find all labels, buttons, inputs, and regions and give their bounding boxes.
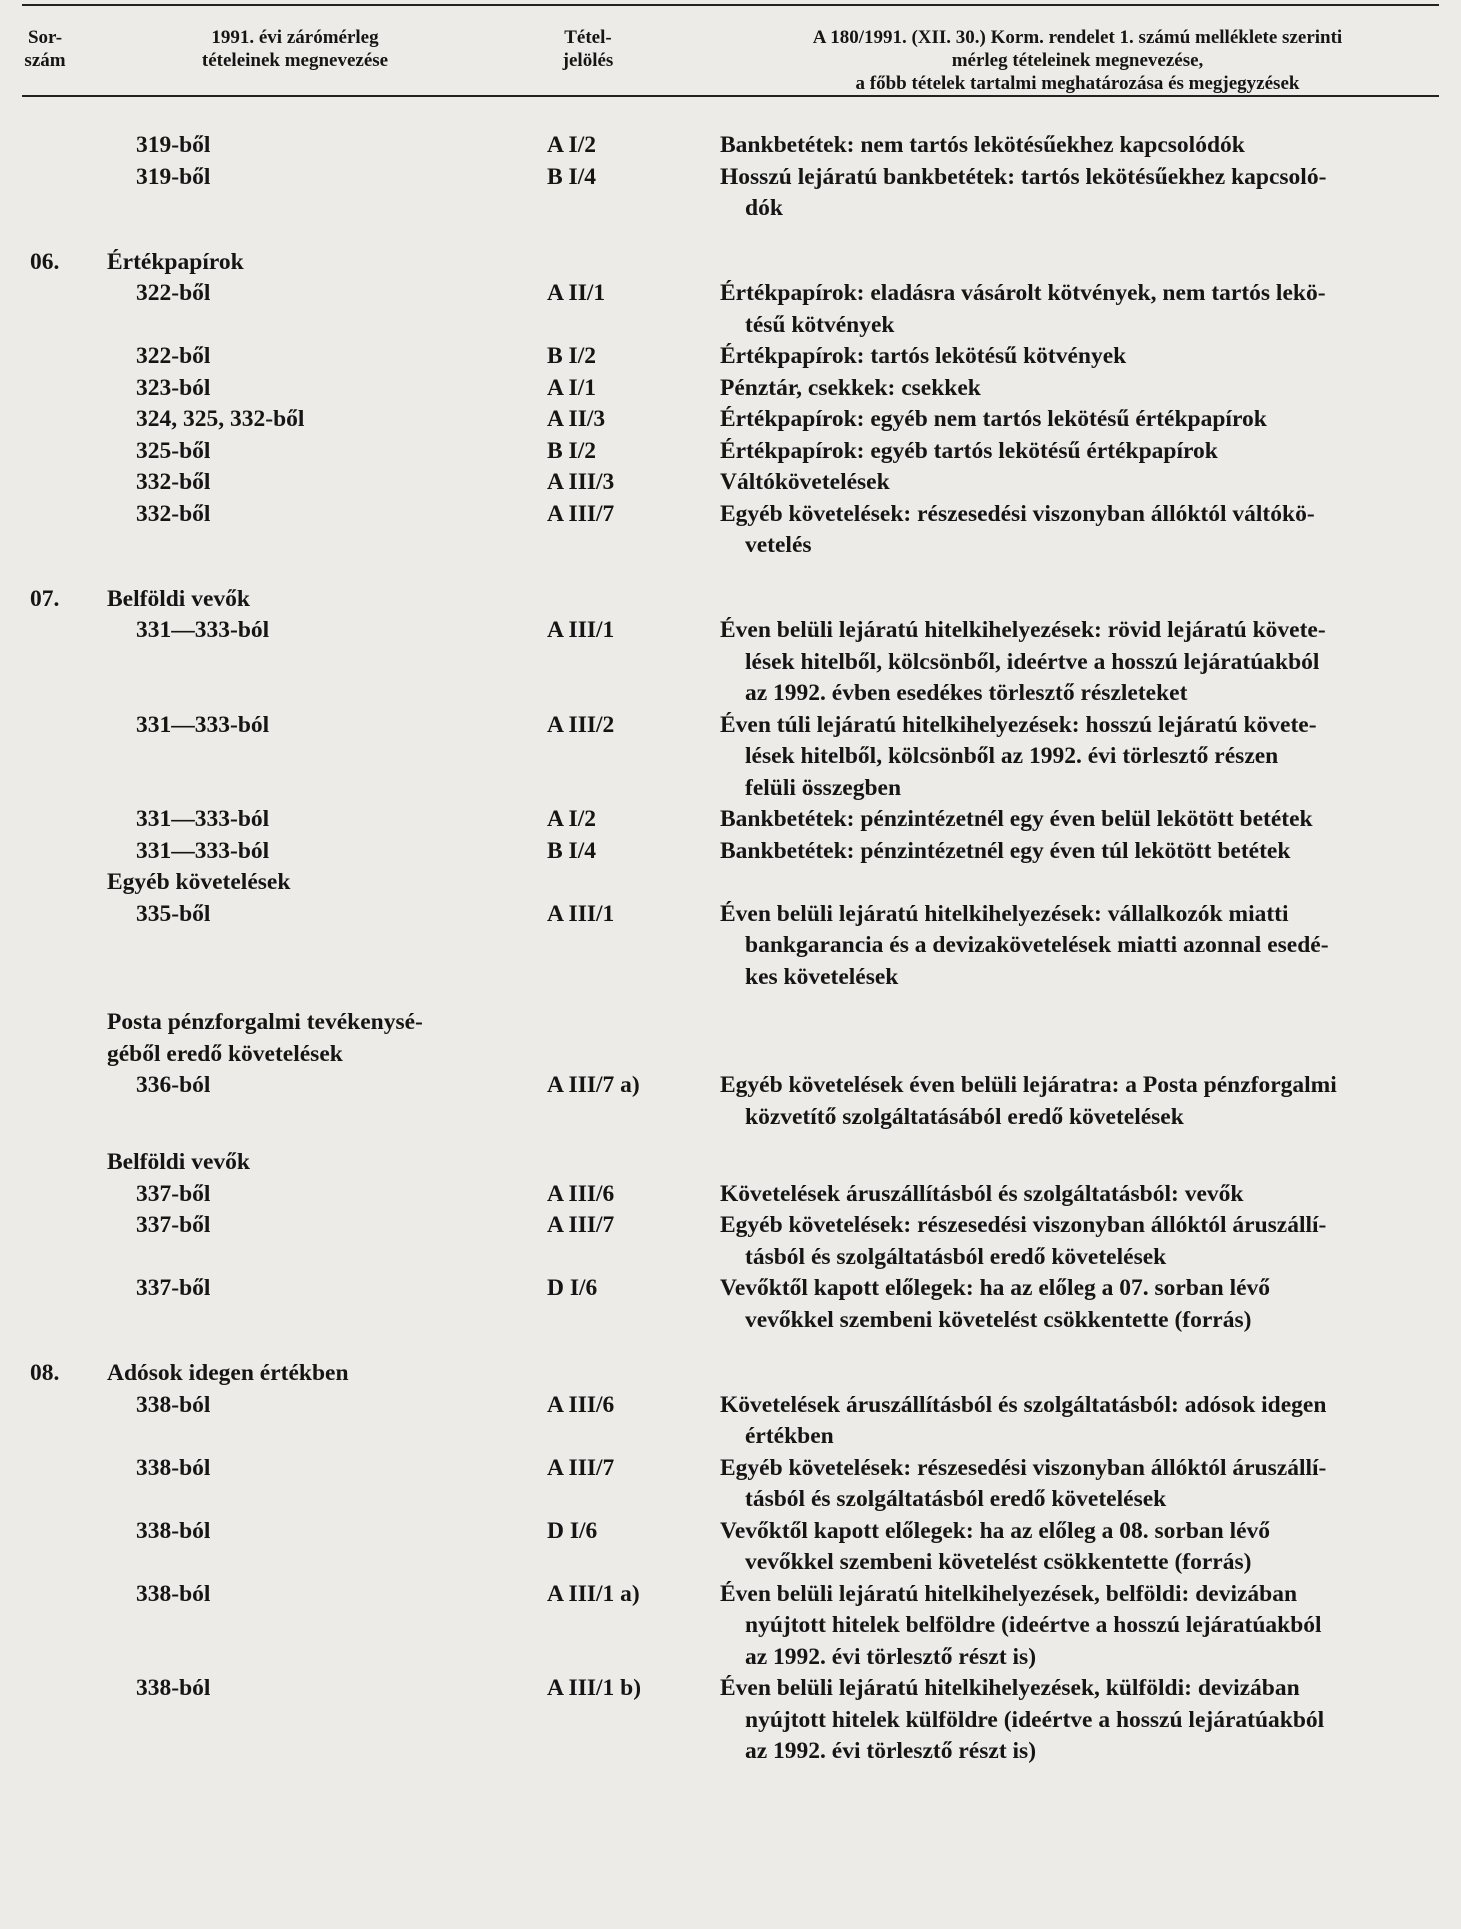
section-label-line: Egyéb követelések — [107, 869, 291, 895]
description-line: Egyéb követelések: részesedési viszonyban állóktól váltókö- — [720, 500, 1315, 527]
item-description — [720, 162, 1432, 225]
description-line: Értékpapírok: eladásra vásárolt kötvények, nem tartós lekö- — [720, 280, 1326, 306]
account-source: 337-ből — [136, 1275, 211, 1301]
description-line: Követelések áruszállításból és szolgáltatásból: vevők — [720, 1180, 1244, 1207]
row-number: 08. — [30, 1360, 60, 1386]
section-row — [0, 867, 1461, 899]
row-number: 07. — [30, 585, 60, 612]
item-description — [720, 1273, 1432, 1336]
table-row — [0, 341, 1461, 373]
description-line: Bankbetétek: pénzintézetnél egy éven túl lekötött betétek — [720, 837, 1291, 864]
description-line: Egyéb követelések: részesedési viszonyban állóktól áruszállí- — [720, 1212, 1327, 1238]
item-description — [720, 130, 1432, 162]
description-line: Bankbetétek: nem tartós lekötésűekhez kapcsolódók — [720, 132, 1245, 158]
item-code: D I/6 — [547, 1517, 598, 1544]
table-row — [0, 373, 1461, 405]
description-line: az 1992. évben esedékes törlesztő részleteket — [745, 680, 1188, 706]
item-code: A I/1 — [547, 374, 596, 401]
account-source: 337-ből — [136, 1180, 211, 1207]
row-spacer — [0, 225, 1461, 247]
item-description — [720, 1210, 1432, 1273]
section-row — [0, 584, 1461, 616]
table-row — [0, 1453, 1461, 1516]
item-code: A III/7 — [547, 1454, 615, 1481]
item-description — [720, 278, 1432, 341]
description-line: Bankbetétek: pénzintézetnél egy éven belül lekötött betétek — [720, 806, 1313, 832]
account-source: 332-ből — [136, 500, 211, 527]
section-label-line: Adósok idegen értékben — [107, 1360, 349, 1386]
item-code: A I/2 — [547, 132, 596, 158]
item-code: A II/1 — [547, 280, 606, 306]
section-row — [0, 247, 1461, 279]
description-line: tásból és szolgáltatásból eredő követelések — [745, 1243, 1167, 1270]
section-label — [107, 1007, 527, 1070]
item-code: A III/1 b) — [547, 1675, 642, 1701]
item-description — [720, 341, 1432, 373]
description-line: az 1992. évi törlesztő részt is) — [745, 1643, 1037, 1670]
description-line: Éven túli lejáratú hitelkihelyezések: hosszú lejáratú követe- — [720, 711, 1317, 738]
account-source: 337-ből — [136, 1212, 211, 1238]
account-source: 322-ből — [136, 343, 211, 369]
section-label-line: géből eredő követelések — [107, 1040, 343, 1067]
table-row — [0, 130, 1461, 162]
table-row — [0, 436, 1461, 468]
item-code: A III/1 — [547, 900, 615, 927]
table-row — [0, 467, 1461, 499]
item-code: B I/4 — [547, 163, 596, 190]
account-source: 324, 325, 332-ből — [136, 406, 305, 432]
item-description — [720, 836, 1432, 868]
section-row — [0, 1007, 1461, 1070]
item-code: A III/1 a) — [547, 1580, 640, 1607]
description-line: Pénztár, csekkek: csekkek — [720, 374, 981, 401]
item-description — [720, 899, 1432, 994]
description-line: Éven belüli lejáratú hitelkihelyezések: vállalkozók miatti — [720, 900, 1289, 927]
item-description — [720, 1390, 1432, 1453]
row-spacer — [0, 1336, 1461, 1358]
item-code: A III/7 — [547, 500, 615, 527]
account-source: 336-ból — [136, 1072, 211, 1098]
table-row — [0, 1516, 1461, 1579]
table-row — [0, 1273, 1461, 1336]
item-description — [720, 804, 1432, 836]
item-code: A III/6 — [547, 1391, 615, 1418]
header-col-teteljeloles: Tétel- jelölés — [562, 27, 614, 71]
row-spacer — [0, 1133, 1461, 1147]
item-description — [720, 1453, 1432, 1516]
description-line: az 1992. évi törlesztő részt is) — [745, 1738, 1037, 1764]
item-code: B I/2 — [547, 437, 596, 464]
header-col-rendelet: A 180/1991. (XII. 30.) Korm. rendelet 1. számú melléklete szerinti mérleg tételeinek megnevezése, a főbb tételek tartalmi meghatározása és megjegyzések — [812, 27, 1343, 94]
item-code: A III/7 — [547, 1212, 615, 1238]
table-row — [0, 615, 1461, 710]
table-row — [0, 1070, 1461, 1133]
description-line: lések hitelből, kölcsönből, ideértve a hosszú lejáratúakból — [745, 648, 1320, 675]
section-label — [107, 867, 527, 899]
header-col-megnevezes: 1991. évi zárómérleg tételeinek megnevezése — [201, 27, 389, 71]
table-row — [0, 499, 1461, 562]
item-code: B I/2 — [547, 343, 596, 369]
section-label-line: Belföldi vevők — [107, 585, 250, 612]
description-line: Hosszú lejáratú bankbetétek: tartós lekötésűekhez kapcsoló- — [720, 163, 1327, 190]
item-description — [720, 1516, 1432, 1579]
table-row — [0, 899, 1461, 994]
top-rule — [22, 4, 1439, 6]
description-line: tésű kötvények — [745, 311, 895, 338]
description-line: nyújtott hitelek külföldre (ideértve a hosszú lejáratúakból — [745, 1706, 1325, 1733]
account-source: 325-ből — [136, 437, 211, 464]
section-label-line: Posta pénzforgalmi tevékenysé- — [107, 1009, 423, 1035]
table-row — [0, 710, 1461, 805]
table-row — [0, 1210, 1461, 1273]
item-code: B I/4 — [547, 837, 596, 864]
description-line: dók — [745, 195, 783, 221]
account-source: 338-ból — [136, 1517, 211, 1544]
table-row — [0, 1579, 1461, 1674]
description-line: nyújtott hitelek belföldre (ideértve a hosszú lejáratúakból — [745, 1612, 1322, 1638]
account-source: 319-ből — [136, 132, 211, 158]
description-line: Egyéb követelések éven belüli lejáratra: a Posta pénzforgalmi — [720, 1072, 1337, 1098]
description-line: Éven belüli lejáratú hitelkihelyezések, külföldi: devizában — [720, 1675, 1300, 1701]
description-line: felüli összegben — [745, 774, 902, 801]
item-description — [720, 1070, 1432, 1133]
description-line: Vevőktől kapott előlegek: ha az előleg a 08. sorban lévő — [720, 1517, 1271, 1544]
item-description — [720, 499, 1432, 562]
item-description — [720, 404, 1432, 436]
section-label — [107, 247, 527, 279]
description-line: Követelések áruszállításból és szolgáltatásból: adósok idegen — [720, 1391, 1327, 1418]
account-source: 322-ből — [136, 280, 211, 306]
section-row — [0, 1147, 1461, 1179]
account-source: 331—333-ból — [136, 837, 270, 864]
section-label — [107, 1147, 527, 1179]
description-line: bankgarancia és a devizakövetelések miatti azonnal esedé- — [745, 932, 1329, 958]
description-line: Éven belüli lejáratú hitelkihelyezések, belföldi: devizában — [720, 1580, 1298, 1607]
account-source: 338-ból — [136, 1580, 211, 1607]
account-source: 338-ból — [136, 1454, 211, 1481]
item-description — [720, 710, 1432, 805]
item-code: A III/7 a) — [547, 1072, 640, 1098]
row-number: 06. — [30, 248, 60, 275]
row-spacer — [0, 993, 1461, 1007]
account-source: 319-ből — [136, 163, 211, 190]
table-row — [0, 1390, 1461, 1453]
description-line: Váltókövetelések — [720, 469, 890, 495]
item-code: A II/3 — [547, 406, 606, 432]
description-line: tásból és szolgáltatásból eredő követelések — [745, 1486, 1167, 1512]
account-source: 331—333-ból — [136, 617, 270, 643]
item-code: D I/6 — [547, 1275, 598, 1301]
account-source: 338-ból — [136, 1391, 211, 1418]
section-label-line: Belföldi vevők — [107, 1149, 250, 1175]
description-line: Értékpapírok: egyéb tartós lekötésű értékpapírok — [720, 437, 1218, 464]
section-label — [107, 584, 527, 616]
description-line: értékben — [745, 1423, 834, 1449]
description-line: vevőkkel szembeni követelést csökkentette (forrás) — [745, 1306, 1252, 1333]
item-code: A III/2 — [547, 711, 615, 738]
table-row — [0, 804, 1461, 836]
item-description — [720, 467, 1432, 499]
description-line: vetelés — [745, 532, 812, 558]
description-line: lések hitelből, kölcsönből az 1992. évi törlesztő részen — [745, 743, 1279, 769]
table-row — [0, 404, 1461, 436]
item-description — [720, 1673, 1432, 1768]
section-label-line: Értékpapírok — [107, 248, 244, 275]
account-source: 335-ből — [136, 900, 211, 927]
account-source: 331—333-ból — [136, 806, 270, 832]
item-code: A I/2 — [547, 806, 596, 832]
item-code: A III/3 — [547, 469, 615, 495]
account-source: 332-ből — [136, 469, 211, 495]
item-description — [720, 1179, 1432, 1211]
header-rule — [22, 95, 1439, 97]
table-row — [0, 278, 1461, 341]
table-row — [0, 1673, 1461, 1768]
account-source: 323-ból — [136, 374, 211, 401]
item-description — [720, 373, 1432, 405]
item-code: A III/1 — [547, 617, 615, 643]
description-line: Értékpapírok: egyéb nem tartós lekötésű értékpapírok — [720, 406, 1267, 432]
description-line: Egyéb követelések: részesedési viszonyban állóktól áruszállí- — [720, 1454, 1327, 1481]
section-row — [0, 1358, 1461, 1390]
table-body — [0, 130, 1461, 1768]
item-code: A III/6 — [547, 1180, 615, 1207]
item-description — [720, 1579, 1432, 1674]
item-description — [720, 436, 1432, 468]
section-label — [107, 1358, 527, 1390]
table-row — [0, 162, 1461, 225]
description-line: kes követelések — [745, 963, 899, 990]
description-line: Éven belüli lejáratú hitelkihelyezések: rövid lejáratú követe- — [720, 617, 1326, 643]
description-line: Értékpapírok: tartós lekötésű kötvények — [720, 343, 1127, 369]
table-row — [0, 836, 1461, 868]
account-source: 338-ból — [136, 1675, 211, 1701]
description-line: közvetítő szolgáltatásából eredő követelések — [745, 1103, 1184, 1130]
header-col-sorszam: Sor- szám — [24, 27, 66, 71]
row-spacer — [0, 562, 1461, 584]
account-source: 331—333-ból — [136, 711, 270, 738]
description-line: Vevőktől kapott előlegek: ha az előleg a 07. sorban lévő — [720, 1275, 1271, 1301]
item-description — [720, 615, 1432, 710]
description-line: vevőkkel szembeni követelést csökkentette (forrás) — [745, 1549, 1252, 1575]
table-row — [0, 1179, 1461, 1211]
